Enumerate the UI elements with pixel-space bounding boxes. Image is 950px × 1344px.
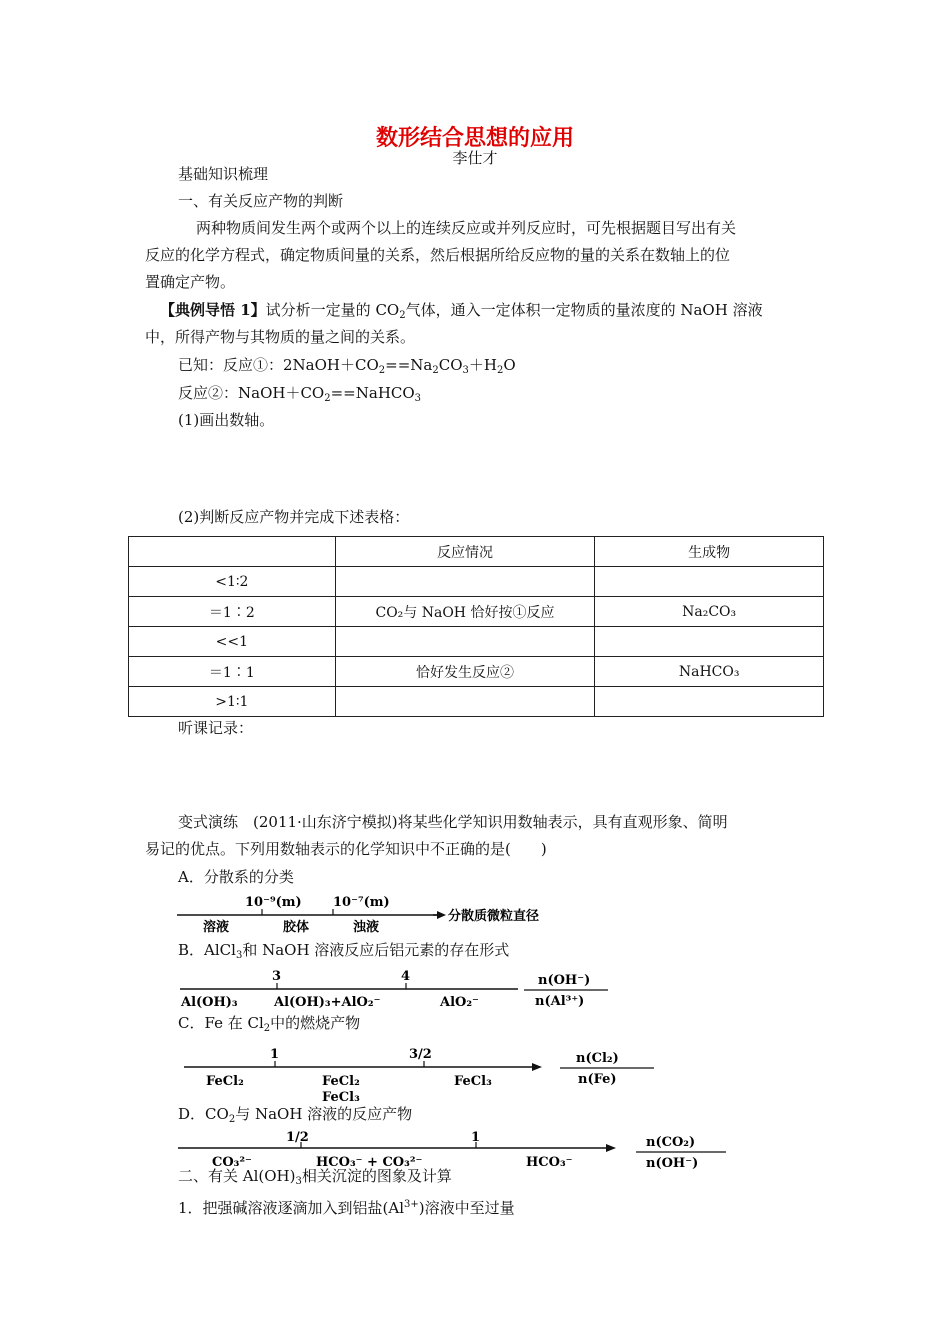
axis-b-seg-3: AlO₂⁻ <box>440 995 479 1010</box>
heading-1: 一、有关反应产物的判断 <box>178 192 344 210</box>
table-cell <box>335 627 595 657</box>
table-header: 生成物 <box>595 537 824 567</box>
para-1-line2: 反应的化学方程式，确定物质间量的关系，然后根据所给反应物的量的关系在数轴上的位 <box>145 246 731 264</box>
option-a: A．分散系的分类 <box>178 868 294 886</box>
axis-a-tick-2: 10⁻⁷(m) <box>333 895 390 910</box>
table-cell: <<1 <box>129 627 336 657</box>
item-1: 1．把强碱溶液逐滴加入到铝盐$(Al^{3+})$溶液中至过量 <box>178 1199 515 1217</box>
table-cell: <1∶2 <box>129 567 336 597</box>
axis-b-ratio-num: n(OH⁻) <box>538 973 591 988</box>
example-label: 【典例导悟 1】 <box>160 301 266 319</box>
step-2: (2)判断反应产物并完成下述表格： <box>178 508 410 526</box>
axis-d-seg-1: CO₃²⁻ <box>212 1155 252 1170</box>
table-cell: ＝1∶1 <box>129 657 336 687</box>
option-b: B．AlCl$_3$和 NaOH 溶液反应后铝元素的存在形式 <box>178 941 510 961</box>
axis-d-seg-2: HCO₃⁻ + CO₃²⁻ <box>316 1155 423 1170</box>
example-line1: 【典例导悟 1】试分析一定量的 $CO_2$气体，通入一定体积一定物质的量浓度的 NaOH 溶液 <box>160 301 763 321</box>
axis-c-seg-2a: FeCl₂ <box>322 1074 360 1089</box>
axis-c-tick-2: 3/2 <box>409 1047 432 1062</box>
table-row <box>129 597 824 627</box>
axis-a-tick-1: 10⁻⁹(m) <box>245 895 302 910</box>
axis-d-ratio-num: n(CO₂) <box>646 1135 696 1150</box>
variant-line2: 易记的优点。下列用数轴表示的化学知识中不正确的是( ) <box>145 840 547 858</box>
axis-b-seg-1: Al(OH)₃ <box>181 995 238 1010</box>
example-line2: 中，所得产物与其物质的量之间的关系。 <box>145 328 416 346</box>
table-header: 反应情况 <box>335 537 595 567</box>
axis-c-seg-2b: FeCl₃ <box>322 1090 360 1104</box>
axis-c-seg-3: FeCl₃ <box>454 1074 492 1089</box>
heading-2: 二、有关 $Al(OH)_3$相关沉淀的图象及计算 <box>178 1167 452 1187</box>
variant-line1: 变式演练 (2011·山东济宁模拟)将某些化学知识用数轴表示，具有直观形象、简明 <box>178 813 728 831</box>
axis-c-seg-1: FeCl₂ <box>206 1074 244 1089</box>
table-header <box>129 537 336 567</box>
table-header-row <box>129 537 824 567</box>
table-cell <box>335 567 595 597</box>
table-cell <box>595 567 824 597</box>
table-cell: >1∶1 <box>129 687 336 717</box>
axis-c-tick-1: 1 <box>270 1047 280 1062</box>
table-row <box>129 627 824 657</box>
notes-label: 听课记录： <box>178 719 254 737</box>
para-1-line3: 置确定产物。 <box>145 273 236 291</box>
table-cell: CO₂与 NaOH 恰好按①反应 <box>335 597 595 627</box>
axis-a-seg-3: 浊液 <box>353 920 380 935</box>
axis-a-seg-2: 胶体 <box>283 920 310 935</box>
axis-b-ratio-den: n(Al³⁺) <box>535 994 585 1009</box>
axis-d-tick-1: 1/2 <box>286 1130 309 1145</box>
axis-b-tick-2: 4 <box>401 969 411 984</box>
axis-d-ratio-den: n(OH⁻) <box>646 1156 699 1171</box>
axis-a-seg-1: 溶液 <box>203 920 230 935</box>
option-d: D．$CO_2$与 NaOH 溶液的反应产物 <box>178 1105 413 1125</box>
table-cell: ＝1∶2 <box>129 597 336 627</box>
para-1-line1: 两种物质间发生两个或两个以上的连续反应或并列反应时，可先根据题目写出有关 <box>196 219 737 237</box>
step-1: (1)画出数轴。 <box>178 411 275 429</box>
table-cell: Na₂CO₃ <box>595 597 824 627</box>
table-cell: NaHCO₃ <box>595 657 824 687</box>
axis-b-tick-1: 3 <box>272 969 282 984</box>
axis-a-dispersion <box>175 892 575 936</box>
axis-d-seg-3: HCO₃⁻ <box>526 1155 573 1170</box>
table-row <box>129 567 824 597</box>
axis-a-arrow-label: 分散质微粒直径 <box>448 909 540 924</box>
author: 李仕才 <box>452 149 498 167</box>
axis-b-seg-2: Al(OH)₃+AlO₂⁻ <box>274 995 381 1010</box>
table-cell <box>595 627 824 657</box>
table-cell: 恰好发生反应② <box>335 657 595 687</box>
table-row <box>129 657 824 687</box>
known-reaction-2: 反应②：$NaOH+CO_2==NaHCO_3$ <box>178 384 422 404</box>
page-title: 数形结合思想的应用 <box>375 125 574 151</box>
known-reaction-1: 已知：反应①：$2NaOH+CO_2==Na_2CO_3+H_2O$ <box>178 356 516 376</box>
section-basics: 基础知识梳理 <box>178 165 269 183</box>
product-table <box>128 536 824 717</box>
table-cell <box>595 687 824 717</box>
axis-c-iron <box>182 1040 662 1104</box>
table-cell <box>335 687 595 717</box>
table-row <box>129 687 824 717</box>
axis-b-aluminium <box>178 963 618 1011</box>
axis-c-ratio-den: n(Fe) <box>578 1072 617 1087</box>
axis-d-tick-2: 1 <box>471 1130 481 1145</box>
axis-c-ratio-num: n(Cl₂) <box>576 1051 619 1066</box>
option-c: C．Fe 在 $Cl_2$中的燃烧产物 <box>178 1014 361 1034</box>
